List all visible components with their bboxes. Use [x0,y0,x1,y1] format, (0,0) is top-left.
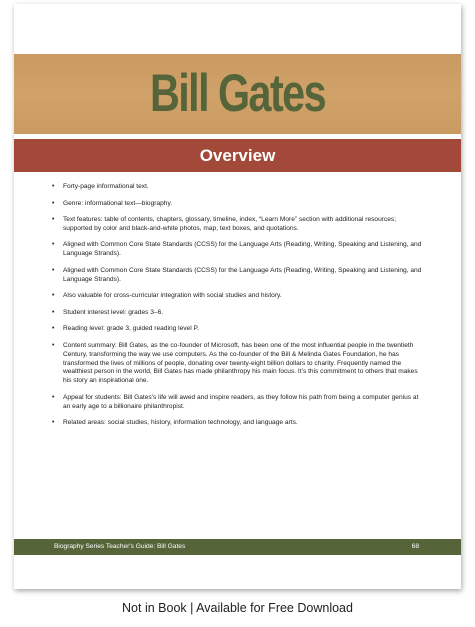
list-item-text: Content summary: Bill Gates, as the co-founder of Microsoft, has been one of the most influential people in the twentieth Century, transforming the way we use computers. As the co-founder of the Bill & Melinda Gates Foundation, he has transformed the lives of millions of people, donating over twenty-eight billion dollars to charity. Frequently named the wealthiest person in the world, Bill Gates has made philanthropy his main focus. It’s this commitment to others that makes his story an inspirational one. [63,341,418,385]
list-item [52,200,422,209]
bullet-icon: • [52,393,55,401]
list-item [52,419,422,428]
bullet-icon: • [52,183,55,190]
bullet-icon: • [52,419,55,427]
list-item-text: Forty-page informational text. [63,183,149,190]
list-item-text: Related areas: social studies, history, information technology, and language arts. [63,419,298,427]
bullet-icon: • [52,266,55,274]
footer-page-number: 68 [411,543,419,550]
list-item [52,325,422,334]
list-item-text: Aligned with Common Core State Standards (CCSS) for the Language Arts (Reading, Writing, Speaking and Listening, and Language Strands). [63,241,422,258]
page-title: Bill Gates [149,64,326,123]
list-item [52,241,422,259]
bullet-icon: • [52,341,55,349]
footer-guide-title: Biography Series Teacher's Guide: Bill Gates [54,543,186,550]
list-item-text: Reading level: grade 3, guided reading level P. [63,325,199,333]
list-item [52,394,422,412]
bullet-icon: • [52,216,55,223]
bullet-icon: • [52,292,55,300]
list-item-text: Text features: table of contents, chapters, glossary, timeline, index, “Learn More” section with additional resources; supported by color and black-and-white photos, map, text boxes, and quotations. [63,216,397,232]
bullet-list [52,183,422,436]
download-caption: Not in Book | Available for Free Download [122,601,353,615]
bullet-icon: • [52,325,55,333]
list-item [52,183,422,192]
list-item-text: Appeal for students: Bill Gates’s life will awed and inspire readers, as they follow his path from being a computer genius at an early age to a billionaire philanthropist. [63,393,419,410]
list-item-text: Student interest level: grades 3–6. [63,308,164,316]
document-page [14,4,461,589]
list-item [52,309,422,318]
bullet-icon: • [52,308,55,316]
list-item-text: Aligned with Common Core State Standards (CCSS) for the Language Arts (Reading, Writing, Speaking and Listening, and Language Strands). [63,266,422,283]
list-item [52,342,422,387]
list-item [52,292,422,301]
bullet-icon: • [52,199,55,207]
bullet-icon: • [52,241,55,249]
section-heading: Overview [199,146,276,165]
list-item-text: Genre: informational text—biography. [63,199,173,207]
list-item [52,216,422,234]
list-item [52,267,422,285]
list-item-text: Also valuable for cross-curricular integration with social studies and history. [63,292,282,300]
